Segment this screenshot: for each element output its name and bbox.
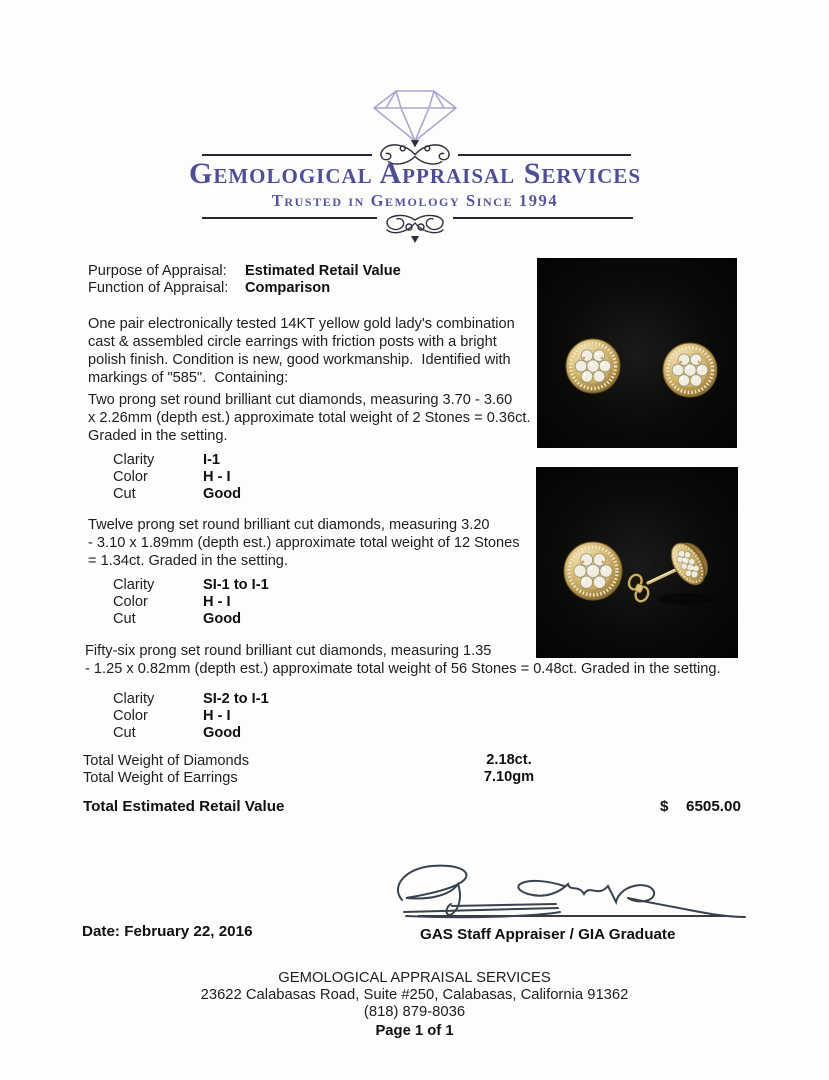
- purpose-row: [88, 262, 401, 279]
- earrings-side-photo: [536, 467, 738, 658]
- color-label: Color: [113, 469, 148, 485]
- clarity-label: Clarity: [113, 577, 155, 593]
- cut-label: Cut: [113, 486, 136, 502]
- footer-address: 23622 Calabasas Road, Suite #250, Calabasas, California 91362: [200, 987, 629, 1003]
- stone-1-description: [88, 391, 531, 444]
- total-earrings-value: 7.10gm: [483, 769, 535, 785]
- footer-phone: (818) 879-8036: [363, 1004, 466, 1020]
- text-line: cast & assembled circle earrings with friction posts with a bright: [88, 334, 497, 350]
- function-label: Function of Appraisal:: [88, 280, 229, 297]
- text-line: = 1.34ct. Graded in the setting.: [88, 552, 288, 569]
- text-line: Graded in the setting.: [88, 427, 228, 444]
- total-earrings-label: Total Weight of Earrings: [83, 770, 238, 786]
- signer-title: GAS Staff Appraiser / GIA Graduate: [420, 926, 676, 943]
- purpose-value: Estimated Retail Value: [245, 263, 401, 279]
- color-label: Color: [113, 708, 148, 724]
- brand-tagline: Trusted in Gemology Since 1994: [271, 191, 559, 210]
- clarity-value: SI-2 to I-1: [203, 691, 269, 707]
- footer-company: GEMOLOGICAL APPRAISAL SERVICES: [278, 970, 551, 986]
- stone-2-grades: [113, 577, 269, 628]
- text-line: polish finish. Condition is new, good workmanship. Identified with: [88, 352, 511, 368]
- signature-scrawl: [388, 856, 750, 924]
- header-rule-bottom-left: [202, 217, 377, 219]
- color-value: H - I: [203, 708, 231, 724]
- flourish-bottom-icon: [375, 206, 455, 246]
- cut-value: Good: [203, 611, 242, 627]
- cut-label: Cut: [113, 611, 136, 627]
- text-line: markings of "585". Containing:: [88, 370, 289, 386]
- cut-label: Cut: [113, 725, 136, 741]
- cut-value: Good: [203, 486, 242, 502]
- text-line: - 1.25 x 0.82mm (depth est.) approximate total weight of 56 Stones = 0.48ct. Graded in the setting.: [85, 660, 721, 677]
- stone-2-description: [88, 516, 520, 569]
- clarity-value: SI-1 to I-1: [203, 577, 269, 593]
- item-description: [88, 315, 515, 387]
- cut-value: Good: [203, 725, 242, 741]
- text-line: One pair electronically tested 14KT yellow gold lady's combination: [88, 316, 515, 332]
- brand-title: Gemological Appraisal Services: [188, 157, 641, 190]
- color-value: H - I: [203, 469, 231, 485]
- retail-value-amount: 6505.00: [686, 798, 741, 815]
- page-number: Page 1 of 1: [375, 1023, 454, 1039]
- purpose-block: [88, 262, 401, 297]
- text-line: x 2.26mm (depth est.) approximate total weight of 2 Stones = 0.36ct.: [88, 409, 531, 426]
- color-label: Color: [113, 594, 148, 610]
- function-row: [88, 279, 401, 296]
- earrings-front-photo: [537, 258, 737, 448]
- total-diamonds-label: Total Weight of Diamonds: [83, 753, 250, 769]
- clarity-value: I-1: [203, 452, 221, 468]
- header-rule-top-left: [202, 154, 372, 156]
- currency-symbol: $: [660, 798, 669, 815]
- date-label: Date: February 22, 2016: [82, 923, 253, 940]
- header-rule-top-right: [458, 154, 631, 156]
- function-value: Comparison: [245, 280, 331, 297]
- stone-3-grades: [113, 691, 269, 742]
- diamond-logo-icon: [368, 86, 462, 144]
- text-line: Twelve prong set round brilliant cut diamonds, measuring 3.20: [88, 517, 490, 533]
- header-rule-bottom-right: [453, 217, 633, 219]
- purpose-label: Purpose of Appraisal:: [88, 263, 227, 279]
- stone-1-grades: [113, 452, 241, 503]
- color-value: H - I: [203, 594, 231, 610]
- clarity-label: Clarity: [113, 691, 155, 707]
- text-line: Fifty-six prong set round brilliant cut diamonds, measuring 1.35: [85, 643, 492, 659]
- text-line: - 3.10 x 1.89mm (depth est.) approximate total weight of 12 Stones: [88, 534, 520, 551]
- clarity-label: Clarity: [113, 452, 155, 468]
- total-diamonds-value: 2.18ct.: [486, 752, 532, 768]
- text-line: Two prong set round brilliant cut diamonds, measuring 3.70 - 3.60: [88, 392, 513, 408]
- retail-value-label: Total Estimated Retail Value: [83, 798, 285, 815]
